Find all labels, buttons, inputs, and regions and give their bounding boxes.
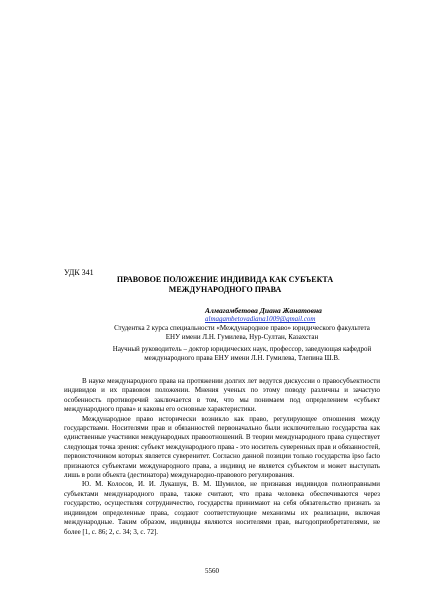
author-name: Алмагамбетова Диана Жанатовна [205, 306, 322, 315]
supervisor-line-1: Научный руководитель – доктор юридических наук, профессор, заведующая кафедрой [112, 345, 372, 353]
title-line-2: МЕЖДУНАРОДНОГО ПРАВА [168, 285, 282, 294]
title-line-1: ПРАВОВОЕ ПОЛОЖЕНИЕ ИНДИВИДА КАК СУБЪЕКТА [116, 275, 334, 284]
body-paragraph: Ю. М. Колосов, И. И. Лукашук, В. М. Шумилов, не признавая индивидов полноправными субъектами международного права, также считают, что права человека обеспечиваются через государство, осуществляя сотрудничество, государства принимают на себя обязательство признать за индивидом определенные права, создают соответствующие механизмы их реализации, включая международные. Таким образом, индивиды являются носителями прав, выгодоприобретателями, не более [1, с. 86; 2, с. 34; 3, с. 72]. [64, 480, 380, 536]
supervisor-line-2: международного права ЕНУ имени Л.Н. Гумилева, Тлепина Ш.В. [144, 354, 340, 362]
body-paragraph: Международное право исторически возникло как право, регулирующее отношения между государствами. Носителями прав и обязанностей первоначально были исключительно государства как единственные участники международных правоотношений. В теории международного права существует следующая точка зрения: субъект международного права - это носитель суверенных прав и обязанностей, первоисточником которых является суверенитет. Согласно данной позиции только государства ipso facto признаются субъектами международного права, а индивид не является субъектом и может выступать лишь в роли объекта (дестинатора) международно-правового регулирования. [64, 414, 380, 480]
affiliation-line-2: ЕНУ имени Л.Н. Гумилева, Нур-Султан, Казахстан [165, 333, 319, 341]
supervisor-info [92, 345, 392, 363]
udk-code: УДК 341 [64, 268, 94, 277]
body-paragraph: В науке международного права на протяжении долгих лет ведутся дискуссии о правосубъектности индивидов и их правовом положении. Мнения ученых по этому поводу различны и зачастую особенность противоречий заключается в том, что мы понимаем под определением «субъект международного права» и каковы его основные характеристики. [64, 377, 380, 414]
article-title [90, 275, 360, 295]
author-email-link[interactable]: almagambetovadiana1009@gmail.com [205, 315, 316, 323]
affiliation-line-1: Студентка 2 курса специальности «Международное право» юридического факультета [114, 324, 370, 332]
author-affiliation [92, 324, 392, 342]
page-number: 5560 [205, 567, 219, 575]
article-body [64, 377, 380, 537]
